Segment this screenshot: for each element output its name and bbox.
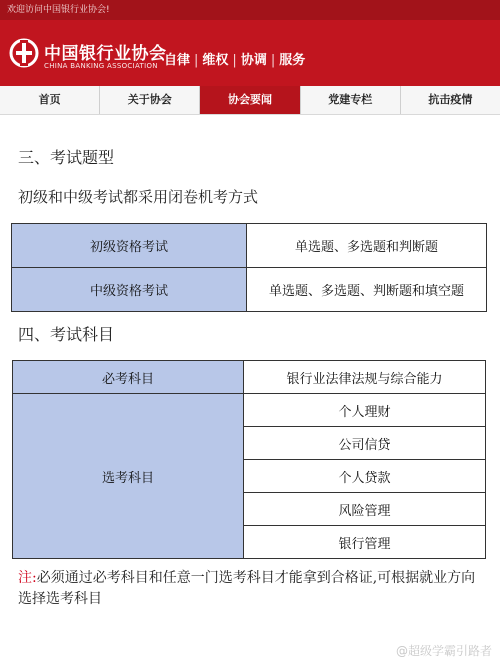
logo-title[interactable]: 中国银行业协会 — [44, 44, 167, 64]
table-cell-value: 单选题、多选题、判断题和填空题 — [247, 268, 487, 312]
exam-type-table — [11, 223, 487, 312]
logo-subtitle: CHINA BANKING ASSOCIATION — [44, 62, 158, 70]
slogan — [164, 49, 305, 68]
watermark: @超级学霸引路者 — [395, 644, 492, 658]
table-cell-label: 中级资格考试 — [12, 268, 247, 312]
nav-item-home[interactable]: 首页 — [0, 86, 100, 114]
site-header — [0, 20, 500, 86]
slogan-word: 维权 — [202, 53, 229, 68]
table-row — [12, 268, 487, 312]
slogan-separator: | — [270, 53, 276, 68]
table-cell-value: 银行业法律法规与综合能力 — [244, 361, 486, 394]
nav-item-news[interactable]: 协会要闻 — [200, 86, 300, 114]
subjects-table — [12, 360, 486, 559]
exam-note — [18, 568, 488, 610]
table-cell-label: 初级资格考试 — [12, 224, 247, 268]
note-prefix: 注: — [18, 570, 37, 586]
note-text: 必须通过必考科目和任意一门选考科目才能拿到合格证,可根据就业方向选择选考科目 — [18, 570, 476, 607]
welcome-text: 欢迎访问中国银行业协会! — [7, 5, 110, 15]
section-title-subjects: 四、考试科目 — [18, 325, 115, 344]
section-title-exam-type: 三、考试题型 — [18, 148, 115, 167]
table-cell-value: 个人理财 — [244, 394, 486, 427]
table-cell-value: 个人贷款 — [244, 460, 486, 493]
table-row — [12, 224, 487, 268]
welcome-bar — [0, 0, 500, 20]
slogan-word: 协调 — [240, 53, 267, 68]
association-logo-icon[interactable] — [9, 38, 39, 68]
table-row — [13, 361, 486, 394]
table-cell-label: 选考科目 — [13, 394, 244, 559]
nav-item-about[interactable]: 关于协会 — [100, 86, 200, 114]
table-cell-label: 必考科目 — [13, 361, 244, 394]
slogan-separator: | — [232, 53, 237, 68]
table-cell-value: 风险管理 — [244, 493, 486, 526]
nav-item-epidemic[interactable]: 抗击疫情 — [428, 93, 473, 106]
table-cell-value: 单选题、多选题和判断题 — [247, 224, 487, 268]
nav-item-party[interactable]: 党建专栏 — [301, 86, 401, 114]
exam-format-text: 初级和中级考试都采用闭卷机考方式 — [18, 188, 259, 206]
main-nav — [0, 86, 500, 115]
slogan-separator: | — [194, 53, 199, 68]
table-row — [13, 394, 486, 427]
table-cell-value: 公司信贷 — [244, 427, 486, 460]
table-cell-value: 银行管理 — [244, 526, 486, 559]
slogan-word: 服务 — [279, 53, 306, 68]
slogan-word: 自律 — [164, 53, 191, 68]
